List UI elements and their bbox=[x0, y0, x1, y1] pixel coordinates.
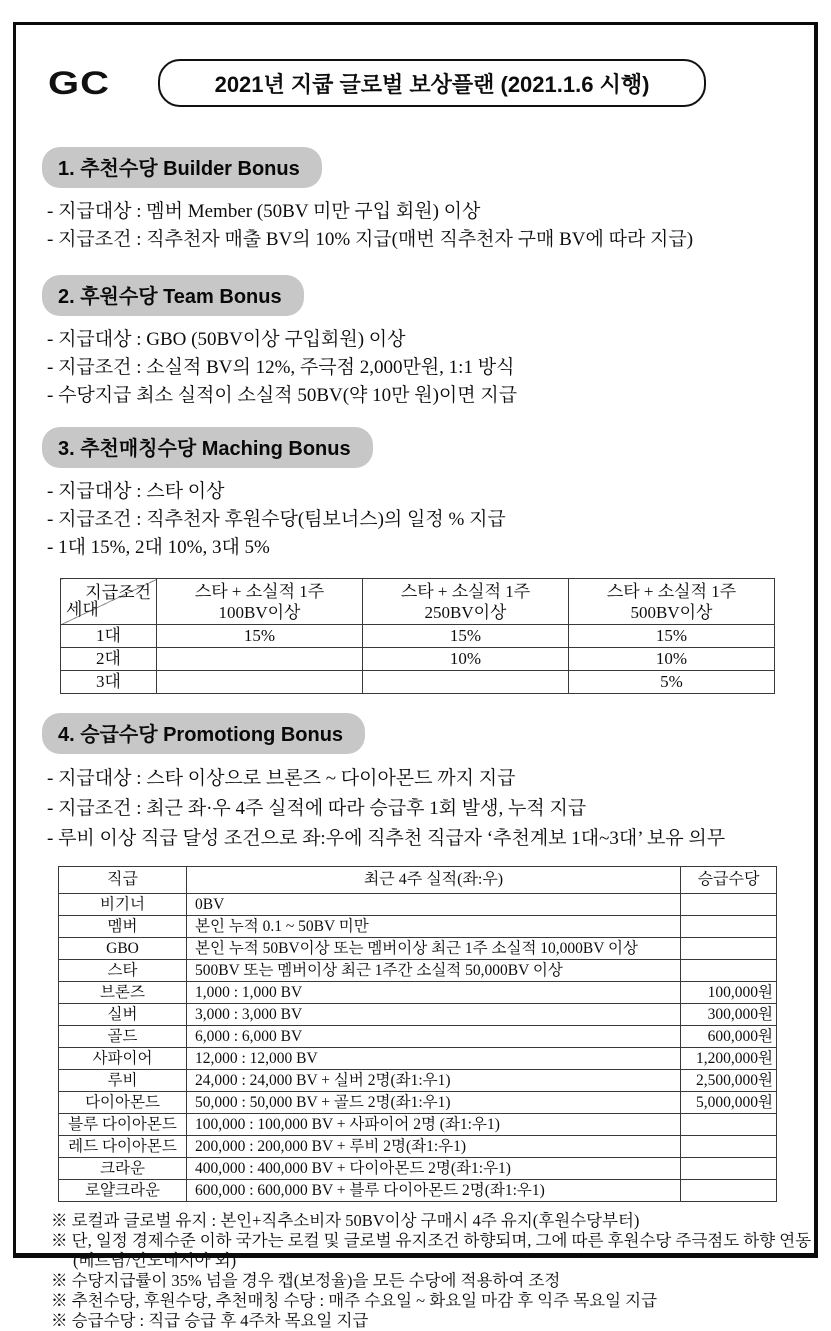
cell: 15% bbox=[569, 625, 775, 648]
corner-cell bbox=[61, 579, 157, 625]
condition-cell: 0BV bbox=[187, 894, 681, 916]
bullet-line: - 지급조건 : 소실적 BV의 12%, 주극점 2,000만원, 1:1 방식 bbox=[47, 357, 515, 378]
table-row bbox=[59, 1026, 777, 1048]
condition-cell: 1,000 : 1,000 BV bbox=[187, 982, 681, 1004]
table-row bbox=[59, 1136, 777, 1158]
bullet-line: - 1대 15%, 2대 10%, 3대 5% bbox=[47, 537, 270, 558]
rank-cell: GBO bbox=[59, 938, 187, 960]
bullet-line: - 수당지급 최소 실적이 소실적 50BV(약 10만 원)이면 지급 bbox=[47, 385, 518, 406]
header-line: 스타 + 소실적 1주 bbox=[606, 581, 737, 601]
condition-cell: 600,000 : 600,000 BV + 블루 다이아몬드 2명(좌1:우1) bbox=[187, 1180, 681, 1202]
header-line: 250BV이상 bbox=[424, 602, 507, 622]
header-line: 스타 + 소실적 1주 bbox=[400, 581, 531, 601]
row-label: 3대 bbox=[61, 671, 157, 694]
table-row bbox=[59, 1070, 777, 1092]
amount-cell: 1,200,000원 bbox=[681, 1048, 777, 1070]
rank-cell: 골드 bbox=[59, 1026, 187, 1048]
rank-cell: 루비 bbox=[59, 1070, 187, 1092]
cell bbox=[157, 671, 363, 694]
section-matching-bonus bbox=[42, 410, 796, 694]
amount-cell bbox=[681, 1180, 777, 1202]
row-label: 1대 bbox=[61, 625, 157, 648]
condition-cell: 100,000 : 100,000 BV + 사파이어 2명 (좌1:우1) bbox=[187, 1114, 681, 1136]
table-row bbox=[59, 1048, 777, 1070]
rank-cell: 크라운 bbox=[59, 1158, 187, 1180]
table-header-row bbox=[59, 867, 777, 894]
rank-cell: 사파이어 bbox=[59, 1048, 187, 1070]
table-row bbox=[61, 625, 775, 648]
section-3-bullets bbox=[47, 478, 796, 562]
document-title: 2021년 지쿱 글로벌 보상플랜 (2021.1.6 시행) bbox=[158, 59, 706, 107]
amount-cell: 2,500,000원 bbox=[681, 1070, 777, 1092]
condition-cell: 6,000 : 6,000 BV bbox=[187, 1026, 681, 1048]
cell: 5% bbox=[569, 671, 775, 694]
footnote-line: ※ 로컬과 글로벌 유지 : 본인+직추소비자 50BV이상 구매시 4주 유지(후원수당부터) bbox=[51, 1211, 640, 1230]
column-header bbox=[569, 579, 775, 625]
document-header bbox=[48, 59, 796, 107]
condition-cell: 500BV 또는 멤버이상 최근 1주간 소실적 50,000BV 이상 bbox=[187, 960, 681, 982]
cell bbox=[363, 671, 569, 694]
bullet-line: - 지급조건 : 직추천자 후원수당(팀보너스)의 일정 % 지급 bbox=[47, 509, 506, 530]
bullet-line: - 지급대상 : GBO (50BV이상 구입회원) 이상 bbox=[47, 329, 406, 350]
condition-cell: 12,000 : 12,000 BV bbox=[187, 1048, 681, 1070]
amount-cell: 300,000원 bbox=[681, 1004, 777, 1026]
amount-cell bbox=[681, 1136, 777, 1158]
column-header bbox=[363, 579, 569, 625]
table-row bbox=[61, 648, 775, 671]
rank-cell: 블루 다이아몬드 bbox=[59, 1114, 187, 1136]
bullet-line: - 지급대상 : 멤버 Member (50BV 미만 구입 회원) 이상 bbox=[47, 201, 481, 222]
section-2-bullets bbox=[47, 326, 796, 410]
header-line: 500BV이상 bbox=[630, 602, 713, 622]
corner-label-generation: 세대 bbox=[66, 600, 99, 619]
cell bbox=[157, 648, 363, 671]
rank-cell: 비기너 bbox=[59, 894, 187, 916]
condition-cell: 3,000 : 3,000 BV bbox=[187, 1004, 681, 1026]
rank-cell: 실버 bbox=[59, 1004, 187, 1026]
corner-label-condition: 지급조건 bbox=[85, 583, 151, 602]
bullet-line: - 루비 이상 직급 달성 조건으로 좌:우에 직추천 직급자 ‘추천계보 1대~3대’ 보유 의무 bbox=[47, 828, 726, 849]
rank-cell: 다이아몬드 bbox=[59, 1092, 187, 1114]
cell: 10% bbox=[569, 648, 775, 671]
section-team-bonus bbox=[42, 254, 796, 410]
footnote-line: ※ 승급수당 : 직급 승급 후 4주차 목요일 지급 bbox=[51, 1311, 369, 1330]
table-row bbox=[59, 938, 777, 960]
rank-cell: 브론즈 bbox=[59, 982, 187, 1004]
footnote-line: ※ 수당지급률이 35% 넘을 경우 캡(보정율)을 모든 수당에 적용하여 조정 bbox=[51, 1271, 561, 1290]
gc-logo: GC bbox=[48, 64, 110, 101]
cell: 10% bbox=[363, 648, 569, 671]
footnote-line: ※ 단, 일정 경제수준 이하 국가는 로컬 및 글로벌 유지조건 하향되며, 그에 따른 후원수당 주극점도 하향 연동 bbox=[51, 1231, 812, 1250]
promotion-bonus-table bbox=[58, 866, 777, 1202]
table-row bbox=[59, 960, 777, 982]
amount-cell bbox=[681, 894, 777, 916]
rank-cell: 스타 bbox=[59, 960, 187, 982]
cell: 15% bbox=[157, 625, 363, 648]
amount-cell: 100,000원 bbox=[681, 982, 777, 1004]
section-promotion-bonus bbox=[42, 694, 796, 1202]
column-header-rank: 직급 bbox=[59, 867, 187, 894]
condition-cell: 본인 누적 50BV이상 또는 멤버이상 최근 1주 소실적 10,000BV 이상 bbox=[187, 938, 681, 960]
table-row bbox=[59, 1004, 777, 1026]
section-4-heading: 4. 승급수당 Promotiong Bonus bbox=[42, 713, 365, 754]
amount-cell: 5,000,000원 bbox=[681, 1092, 777, 1114]
section-4-bullets bbox=[47, 764, 796, 854]
table-row bbox=[59, 916, 777, 938]
table-row bbox=[61, 671, 775, 694]
bullet-line: - 지급대상 : 스타 이상으로 브론즈 ~ 다이아몬드 까지 지급 bbox=[47, 768, 516, 789]
condition-cell: 200,000 : 200,000 BV + 루비 2명(좌1:우1) bbox=[187, 1136, 681, 1158]
amount-cell bbox=[681, 938, 777, 960]
amount-cell: 600,000원 bbox=[681, 1026, 777, 1048]
row-label: 2대 bbox=[61, 648, 157, 671]
header-line: 스타 + 소실적 1주 bbox=[194, 581, 325, 601]
condition-cell: 400,000 : 400,000 BV + 다이아몬드 2명(좌1:우1) bbox=[187, 1158, 681, 1180]
table-row bbox=[59, 1180, 777, 1202]
section-builder-bonus bbox=[42, 107, 796, 254]
matching-bonus-table bbox=[60, 578, 775, 694]
table-row bbox=[59, 894, 777, 916]
footnotes bbox=[51, 1211, 812, 1331]
section-2-heading: 2. 후원수당 Team Bonus bbox=[42, 275, 304, 316]
table-row bbox=[59, 1114, 777, 1136]
condition-cell: 50,000 : 50,000 BV + 골드 2명(좌1:우1) bbox=[187, 1092, 681, 1114]
section-1-bullets bbox=[47, 198, 796, 254]
section-1-heading: 1. 추천수당 Builder Bonus bbox=[42, 147, 322, 188]
table-row bbox=[59, 1158, 777, 1180]
footnote-continuation-line: (베트남/인도네시아 외) bbox=[73, 1251, 237, 1270]
amount-cell bbox=[681, 916, 777, 938]
condition-cell: 본인 누적 0.1 ~ 50BV 미만 bbox=[187, 916, 681, 938]
column-header-bonus: 승급수당 bbox=[681, 867, 777, 894]
page-border-frame bbox=[13, 22, 818, 1330]
column-header bbox=[157, 579, 363, 625]
header-line: 100BV이상 bbox=[218, 602, 301, 622]
column-header-performance: 최근 4주 실적(좌:우) bbox=[187, 867, 681, 894]
table-header-row bbox=[61, 579, 775, 625]
condition-cell: 24,000 : 24,000 BV + 실버 2명(좌1:우1) bbox=[187, 1070, 681, 1092]
amount-cell bbox=[681, 960, 777, 982]
footnote-line: ※ 추천수당, 후원수당, 추천매칭 수당 : 매주 수요일 ~ 화요일 마감 후 익주 목요일 지급 bbox=[51, 1291, 658, 1310]
cell: 15% bbox=[363, 625, 569, 648]
table-row bbox=[59, 982, 777, 1004]
amount-cell bbox=[681, 1114, 777, 1136]
table-row bbox=[59, 1092, 777, 1114]
bullet-line: - 지급대상 : 스타 이상 bbox=[47, 481, 225, 502]
bullet-line: - 지급조건 : 직추천자 매출 BV의 10% 지급(매번 직추천자 구매 BV에 따라 지급) bbox=[47, 229, 694, 250]
rank-cell: 멤버 bbox=[59, 916, 187, 938]
bullet-line: - 지급조건 : 최근 좌·우 4주 실적에 따라 승급후 1회 발생, 누적 지급 bbox=[47, 798, 587, 819]
amount-cell bbox=[681, 1158, 777, 1180]
section-3-heading: 3. 추천매칭수당 Maching Bonus bbox=[42, 427, 373, 468]
rank-cell: 로얄크라운 bbox=[59, 1180, 187, 1202]
rank-cell: 레드 다이아몬드 bbox=[59, 1136, 187, 1158]
